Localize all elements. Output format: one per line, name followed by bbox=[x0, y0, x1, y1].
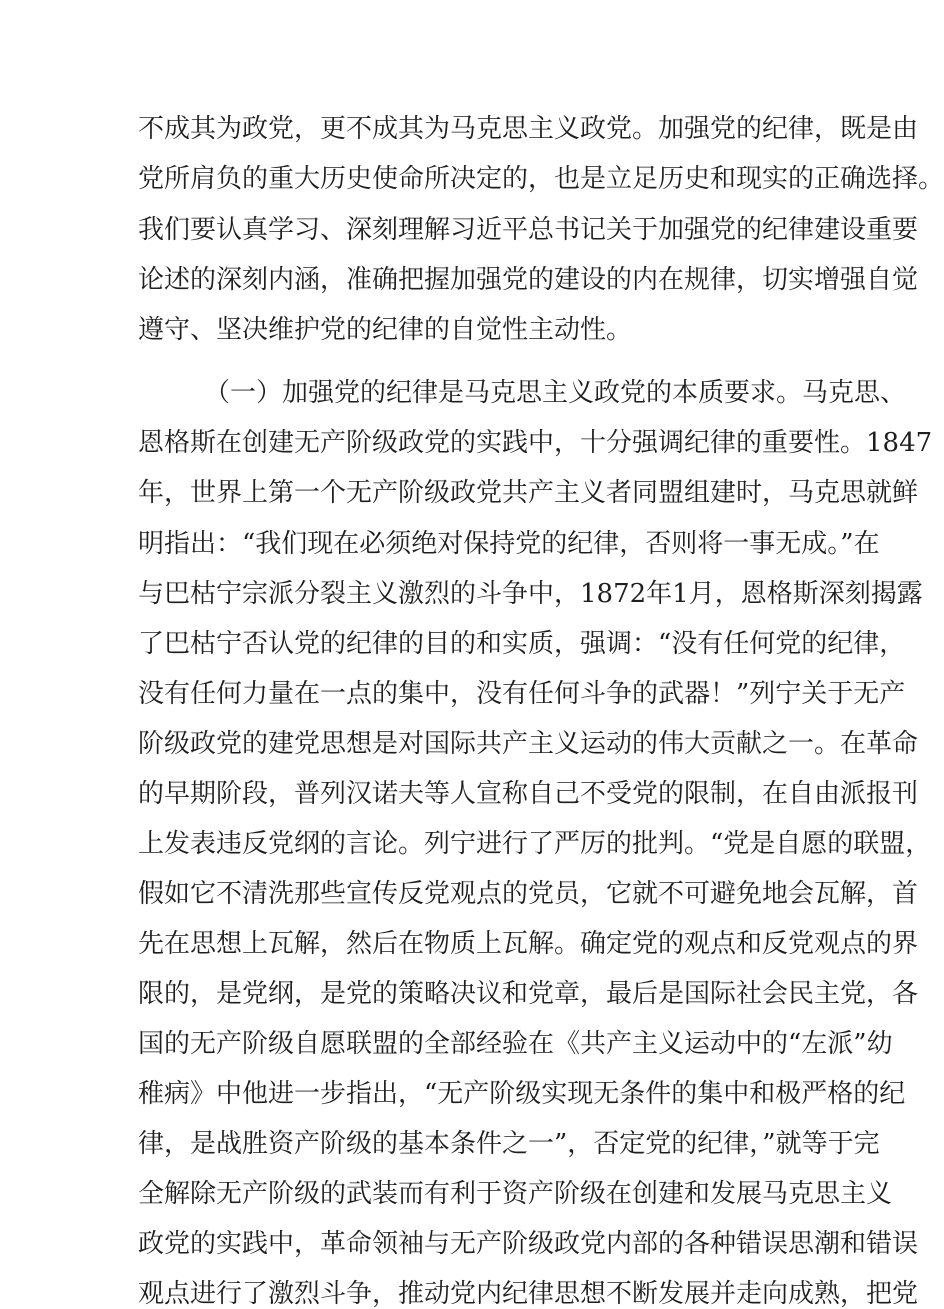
text-line: 恩格斯在创建无产阶级政党的实践中，十分强调纪律的重要性。1847 bbox=[138, 428, 933, 458]
text-line: 党所肩负的重大历史使命所决定的，也是立足历史和现实的正确选择。 bbox=[138, 164, 944, 194]
text-line: 遵守、坚决维护党的纪律的自觉性主动性。 bbox=[138, 315, 633, 345]
text-line: 国的无产阶级自愿联盟的全部经验在《共产主义运动中的“左派”幼 bbox=[138, 1029, 893, 1059]
text-line: （一）加强党的纪律是马克思主义政党的本质要求。马克思、 bbox=[204, 378, 907, 408]
text-line: 政党的实践中，革命领袖与无产阶级政党内部的各种错误思潮和错误 bbox=[138, 1229, 919, 1259]
text-line: 全解除无产阶级的武装而有利于资产阶级在创建和发展马克思主义 bbox=[138, 1179, 893, 1209]
text-line: 阶级政党的建党思想是对国际共产主义运动的伟大贡献之一。在革命 bbox=[138, 729, 919, 759]
text-line: 我们要认真学习、深刻理解习近平总书记关于加强党的纪律建设重要 bbox=[138, 215, 919, 245]
text-line: 与巴枯宁宗派分裂主义激烈的斗争中，1872年1月，恩格斯深刻揭露 bbox=[138, 579, 923, 609]
text-line: 的早期阶段，普列汉诺夫等人宣称自己不受党的限制，在自由派报刊 bbox=[138, 779, 919, 809]
text-line: 明指出：“我们现在必须绝对保持党的纪律，否则将一事无成。”在 bbox=[138, 529, 880, 559]
text-line: 了巴枯宁否认党的纪律的目的和实质，强调：“没有任何党的纪律， bbox=[138, 629, 906, 659]
text-line: 论述的深刻内涵，准确把握加强党的建设的内在规律，切实增强自觉 bbox=[138, 265, 919, 295]
text-line: 稚病》中他进一步指出，“无产阶级实现无条件的集中和极严格的纪 bbox=[138, 1079, 906, 1109]
text-line: 上发表违反党纲的言论。列宁进行了严厉的批判。“党是自愿的联盟， bbox=[138, 829, 932, 859]
text-line: 没有任何力量在一点的集中，没有任何斗争的武器！”列宁关于无产 bbox=[138, 679, 906, 709]
text-line: 假如它不清洗那些宣传反党观点的党员，它就不可避免地会瓦解，首 bbox=[138, 879, 919, 909]
text-line: 年，世界上第一个无产阶级政党共产主义者同盟组建时，马克思就鲜 bbox=[138, 478, 919, 508]
text-line: 限的，是党纲，是党的策略决议和党章，最后是国际社会民主党，各 bbox=[138, 979, 919, 1009]
text-line: 不成其为政党，更不成其为马克思主义政党。加强党的纪律，既是由 bbox=[138, 114, 919, 144]
text-line: 先在思想上瓦解，然后在物质上瓦解。确定党的观点和反党观点的界 bbox=[138, 929, 919, 959]
text-line: 律，是战胜资产阶级的基本条件之一”，否定党的纪律，”就等于完 bbox=[138, 1129, 880, 1159]
text-line: 观点进行了激烈斗争，推动党内纪律思想不断发展并走向成熟，把党 bbox=[138, 1279, 919, 1309]
